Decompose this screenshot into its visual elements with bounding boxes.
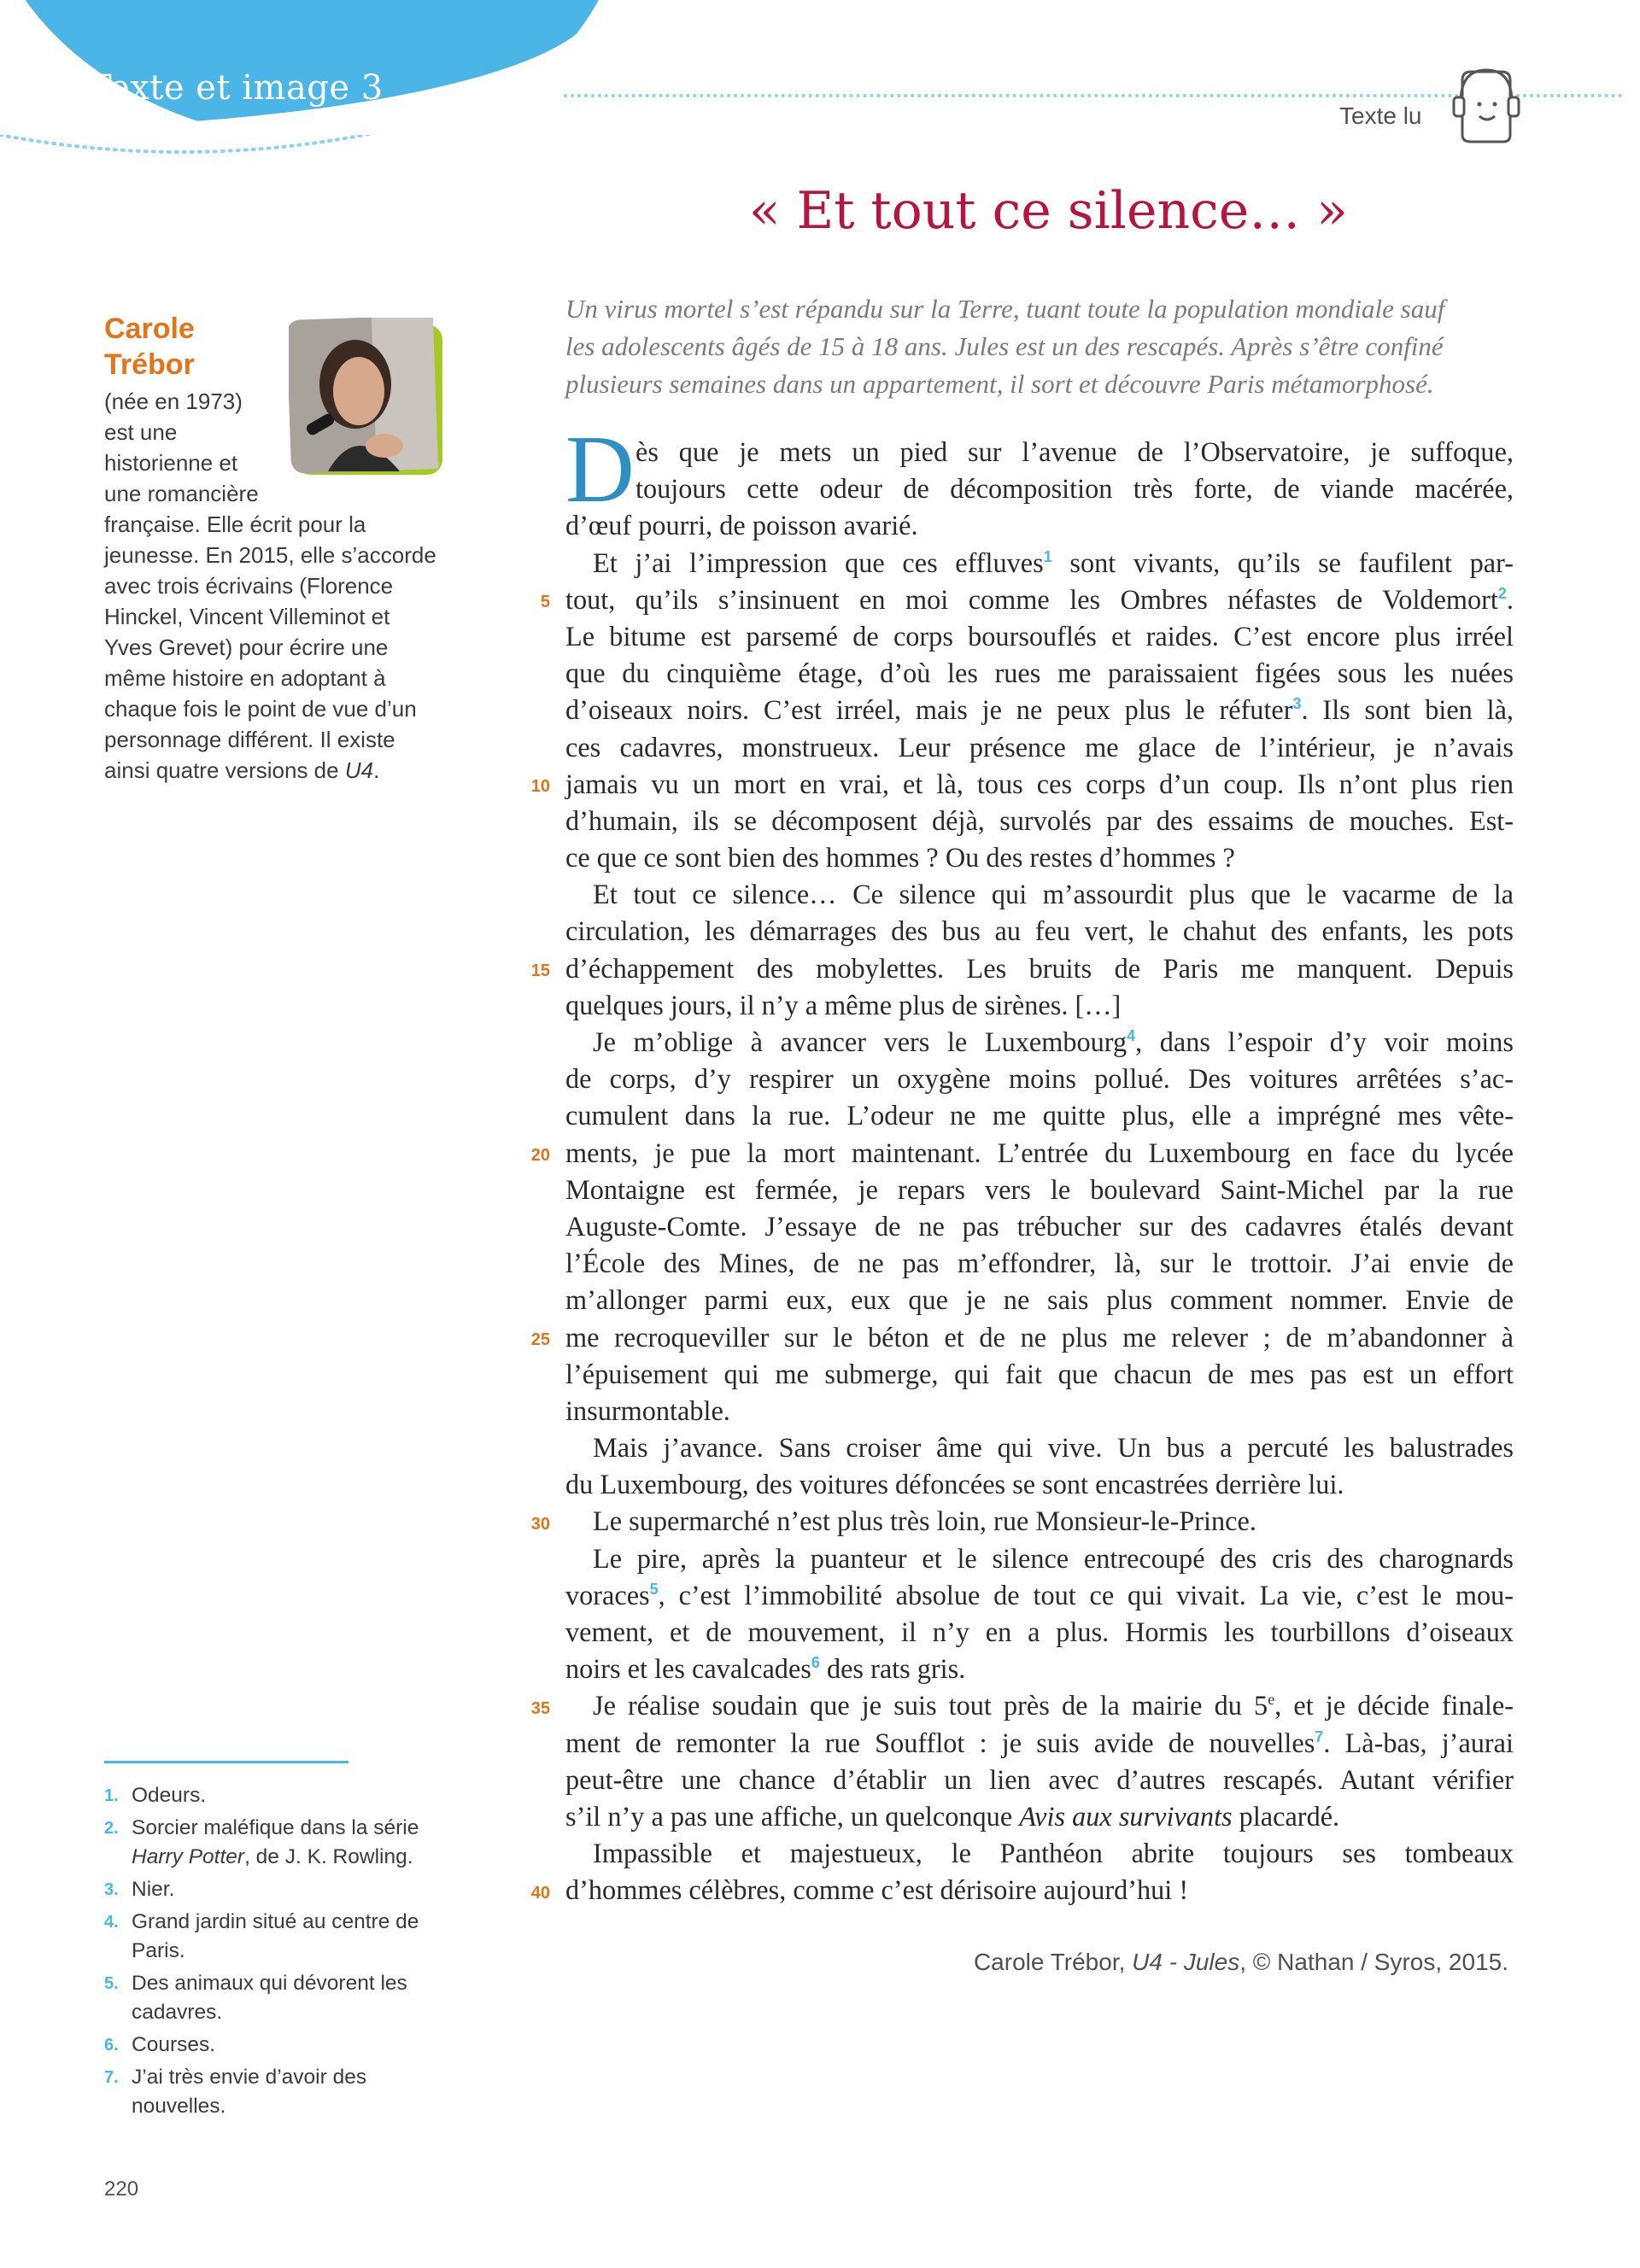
footnote: 7. J’ai très envie d’avoir des nouvelles.: [104, 2066, 367, 2118]
line-number: 20: [530, 1146, 550, 1165]
drop-cap: D: [565, 417, 635, 523]
line-number: 40: [530, 1884, 550, 1903]
footnotes: [104, 1781, 463, 2125]
footnote: 3. Nier.: [104, 1878, 175, 1901]
story-text: ès que je mets un pied sur l’avenue de l’Observatoire, je suffoque, toujours cette odeur de décomposition très forte, de viande macérée, d’œuf pourri, de poisson avarié. Et j’ai l’impression que ces effluves$^1$ sont vivants, qu’ils se faufilent par- tout, qu’ils s’insinuent en moi comme les Ombres néfastes de Voldemort$^2$. Le bitume est parsemé de corps boursouflés et raides. C’est encore plus irréel que du cinquième étage, d’où les rues me paraissaient figées sous les nuées d’oiseaux noirs. C’est irréel, mais je ne peux plus le réfuter$^3$. Ils sont bien là, ces cadavres, monstrueux. Leur présence me glace de l’intérieur, je n’avais jamais vu un mort en vrai, et là, tous ces corps d’un coup. Ils n’ont plus rien d’humain, ils se décomposent déjà, survolés par des essaims de mouches. Est- ce que ce sont bien des hommes ? Ou des restes d’hommes ? Et tout ce silence… Ce silence qui m’assourdit plus que le vacarme de la circulation, les démarrages des bus au feu vert, le chahut des enfants, les pots d’échappement des mobylettes. Les bruits de Paris me manquent. Depuis quelques jours, il n’y a même plus de sirènes. […] Je m’oblige à avancer vers le Luxembourg$^4$, dans l’espoir d’y voir moins de corps, d’y respirer un oxygène moins pollué. Des voitures arrêtées s’ac- cumulent dans la rue. L’odeur ne me quitte plus, elle a imprégné mes vête- ments, je pue la mort maintenant. L’entrée du Luxembourg en face du lycée Montaigne est fermée, je repars vers le boulevard Saint-Michel par la rue Auguste-Comte. J’essaye de ne pas trébucher sur des cadavres étalés devant l’École des Mines, de ne pas m’effondrer, là, sur le trottoir. J’ai envie de m’allonger parmi eux, eux que je ne sais plus comment nommer. Envie de me recroqueviller sur le béton et de ne plus me relever ; de m’abandonner à l’épuisement qui me submerge, qui fait que chacun de mes pas est un effort insurmontable. Mais j’avance. Sans croiser âme qui vive. Un bus a percuté les balustrades du Luxembourg, des voitures défoncées se sont encastrées derrière lui. Le supermarché n’est plus très loin, rue Monsieur-le-Prince. Le pire, après la puanteur et le silence entrecoupé des cris des charognards voraces$^5$, c’est l’immobilité absolue de tout ce qui vivait. La vie, c’est le mou- vement, et de mouvement, il n’y en a plus. Hormis les tourbillons d’oiseaux noirs et les cavalcades$^6$ des rats gris. Je réalise soudain que je suis tout près de la mairie du 5e, et je décide finale- ment de remonter la rue Soufflot : je suis avide de nouvelles$^7$. Là-bas, j’aurai peut-être une chance d’établir un lien avec d’autres rescapés. Autant vérifier s’il n’y a pas une affiche, un quelconque Avis aux survivants placardé. Impassible et majestueux, le Panthéon abrite toujours ses tombeaux d’hommes célèbres, comme c’est dérisoire aujourd’hui !: [565, 436, 1514, 1906]
footnote: 5. Des animaux qui dévorent les cadavres.: [104, 1972, 407, 2024]
footnote: 1. Odeurs.: [104, 1784, 207, 1807]
intro-paragraph: Un virus mortel s’est répandu sur la Terre, tuant toute la population mondiale sauf les adolescents âgés de 15 à 18 ans. Jules est un des rescapés. Après s’être confiné plusieurs semaines dans un appartement, il sort et découvre Paris métamorphosé.: [565, 294, 1445, 399]
line-number: 5: [540, 593, 550, 611]
audio-reader-icon[interactable]: [1452, 68, 1520, 145]
author-bio: (née en 1973) est une historienne et une romancière française. Elle écrit pour la jeunesse. En 2015, elle s’accorde avec trois écrivains (Florence Hinckel, Vincent Villeminot et Yves Grevet) pour écrire une même histoire en adoptant à chaque fois le point de vue d’un personnage différent. Il existe ainsi quatre versions de U4.: [104, 389, 436, 783]
line-number: 10: [530, 777, 550, 796]
page-number: 220: [104, 2177, 139, 2201]
footnote: 4. Grand jardin situé au centre de Paris.: [104, 1910, 419, 1962]
footnote: 6. Courses.: [104, 2033, 216, 2056]
page-title: « Et tout ce silence… »: [748, 181, 1348, 241]
notes-divider: [104, 1761, 348, 1763]
section-label: Texte et image 3: [89, 68, 384, 108]
author-name: Carole Trébor: [104, 313, 195, 381]
line-number: 30: [530, 1515, 550, 1534]
line-number: 15: [530, 962, 550, 980]
texte-lu-label: Texte lu: [1339, 102, 1422, 129]
header-banner: [0, 0, 598, 128]
line-number: 25: [530, 1330, 550, 1349]
source-citation: Carole Trébor, U4 - Jules, © Nathan / Syros, 2015.: [973, 1949, 1508, 1975]
footnote: 2. Sorcier maléfique dans la série Harry Potter, de J. K. Rowling.: [104, 1816, 419, 1868]
line-number: 35: [530, 1699, 550, 1718]
